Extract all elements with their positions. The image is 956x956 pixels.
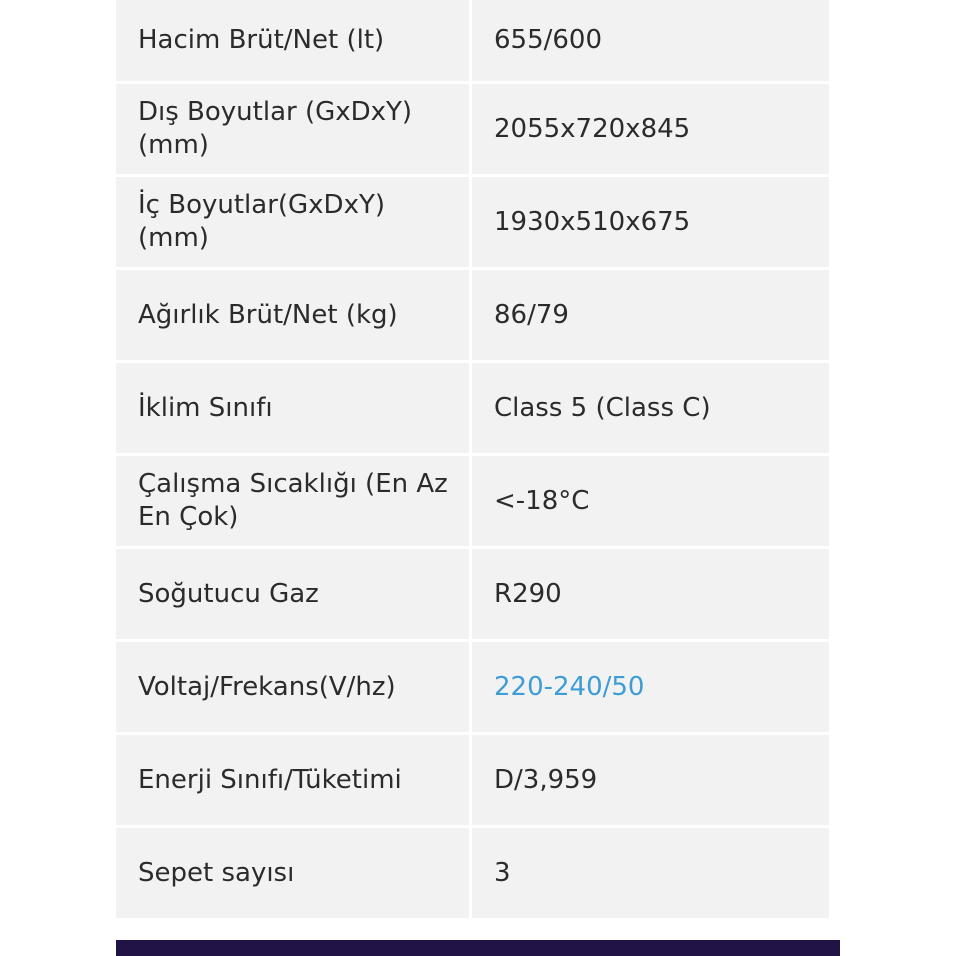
spec-label-volume: Hacim Brüt/Net (lt): [116, 0, 469, 81]
spec-label-weight: Ağırlık Brüt/Net (kg): [116, 270, 469, 360]
spec-label-climate-class: İklim Sınıfı: [116, 363, 469, 453]
spec-label-voltage-frequency: Voltaj/Frekans(V/hz): [116, 642, 469, 732]
spec-label-outer-dimensions: Dış Boyutlar (GxDxY) (mm): [116, 84, 469, 174]
spec-label-refrigerant: Soğutucu Gaz: [116, 549, 469, 639]
spec-label-inner-dimensions: İç Boyutlar(GxDxY) (mm): [116, 177, 469, 267]
spec-value-energy-class: D/3,959: [472, 735, 829, 825]
spec-label-energy-class: Enerji Sınıfı/Tüketimi: [116, 735, 469, 825]
spec-value-climate-class: Class 5 (Class C): [472, 363, 829, 453]
spec-value-voltage-frequency-link[interactable]: 220-240/50: [472, 642, 829, 732]
footer-bar: [116, 940, 840, 956]
spec-value-inner-dimensions: 1930x510x675: [472, 177, 829, 267]
spec-table: [116, 0, 829, 918]
spec-value-volume: 655/600: [472, 0, 829, 81]
spec-value-basket-count: 3: [472, 828, 829, 918]
spec-value-operating-temperature: <-18°C: [472, 456, 829, 546]
spec-value-outer-dimensions: 2055x720x845: [472, 84, 829, 174]
spec-label-operating-temperature: Çalışma Sıcaklığı (En Az En Çok): [116, 456, 469, 546]
spec-label-basket-count: Sepet sayısı: [116, 828, 469, 918]
spec-value-refrigerant: R290: [472, 549, 829, 639]
spec-value-weight: 86/79: [472, 270, 829, 360]
